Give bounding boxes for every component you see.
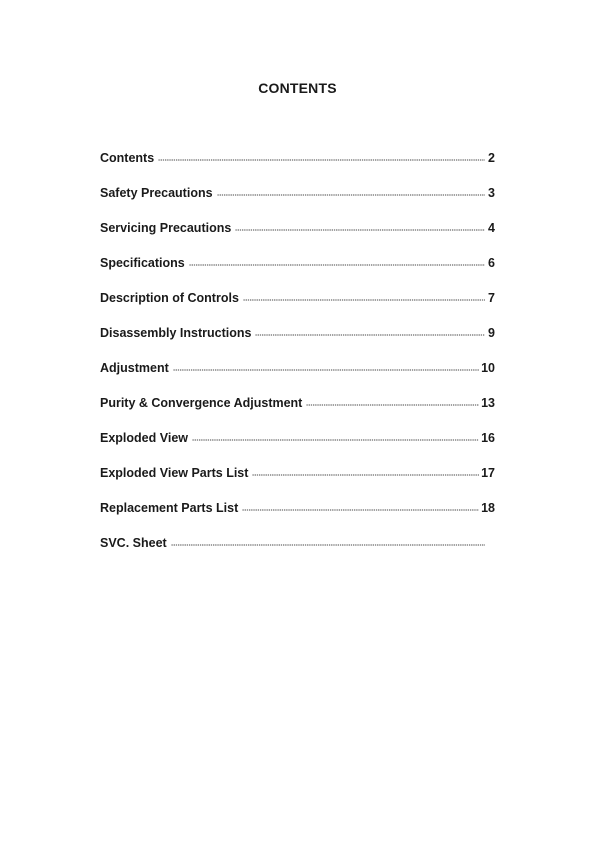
toc-entry-exploded-view-parts-list[interactable]: [100, 466, 495, 501]
dot-leader: [171, 544, 485, 546]
dot-leader: [173, 369, 479, 371]
toc-entry-page-number: 10: [481, 361, 495, 375]
toc-entry-adjustment[interactable]: [100, 361, 495, 396]
toc-entry-label: Specifications: [100, 256, 185, 270]
toc-entry-label: Replacement Parts List: [100, 501, 239, 515]
dot-leader: [252, 474, 479, 476]
toc-entry-page-number: 6: [488, 256, 495, 270]
page-title: CONTENTS: [258, 80, 337, 96]
toc-entry-label: Description of Controls: [100, 291, 239, 305]
toc-entry-exploded-view[interactable]: [100, 431, 495, 466]
toc-entry-page-number: 17: [481, 466, 495, 480]
toc-entry-safety-precautions[interactable]: [100, 186, 495, 221]
toc-entry-svc-sheet[interactable]: [100, 536, 495, 571]
dot-leader: [217, 194, 485, 196]
toc-entry-label: Exploded View Parts List: [100, 466, 249, 480]
dot-leader: [255, 334, 485, 336]
toc-entry-page-number: 7: [488, 291, 495, 305]
toc-entry-page-number: 4: [488, 221, 495, 235]
toc-entry-page-number: 16: [481, 431, 495, 445]
toc-entry-label: Purity & Convergence Adjustment: [100, 396, 303, 410]
dot-leader: [235, 229, 485, 231]
toc-entry-specifications[interactable]: [100, 256, 495, 291]
dot-leader: [158, 159, 485, 161]
toc-entry-label: Safety Precautions: [100, 186, 213, 200]
toc-entry-label: Exploded View: [100, 431, 188, 445]
dot-leader: [243, 299, 485, 301]
toc-entry-purity-convergence-adjustment[interactable]: [100, 396, 495, 431]
toc-entry-disassembly-instructions[interactable]: [100, 326, 495, 361]
table-of-contents: [100, 151, 495, 571]
toc-entry-page-number: 18: [481, 501, 495, 515]
dot-leader: [192, 439, 479, 441]
toc-entry-servicing-precautions[interactable]: [100, 221, 495, 256]
toc-entry-page-number: 3: [488, 186, 495, 200]
dot-leader: [242, 509, 479, 511]
toc-entry-page-number: 9: [488, 326, 495, 340]
toc-entry-label: Servicing Precautions: [100, 221, 232, 235]
toc-entry-label: SVC. Sheet: [100, 536, 167, 550]
toc-entry-label: Disassembly Instructions: [100, 326, 252, 340]
dot-leader: [189, 264, 485, 266]
toc-entry-replacement-parts-list[interactable]: [100, 501, 495, 536]
toc-entry-contents[interactable]: [100, 151, 495, 186]
toc-entry-label: Contents: [100, 151, 155, 165]
toc-entry-label: Adjustment: [100, 361, 169, 375]
dot-leader: [306, 404, 479, 406]
toc-entry-description-of-controls[interactable]: [100, 291, 495, 326]
toc-entry-page-number: 13: [481, 396, 495, 410]
toc-entry-page-number: 2: [488, 151, 495, 165]
